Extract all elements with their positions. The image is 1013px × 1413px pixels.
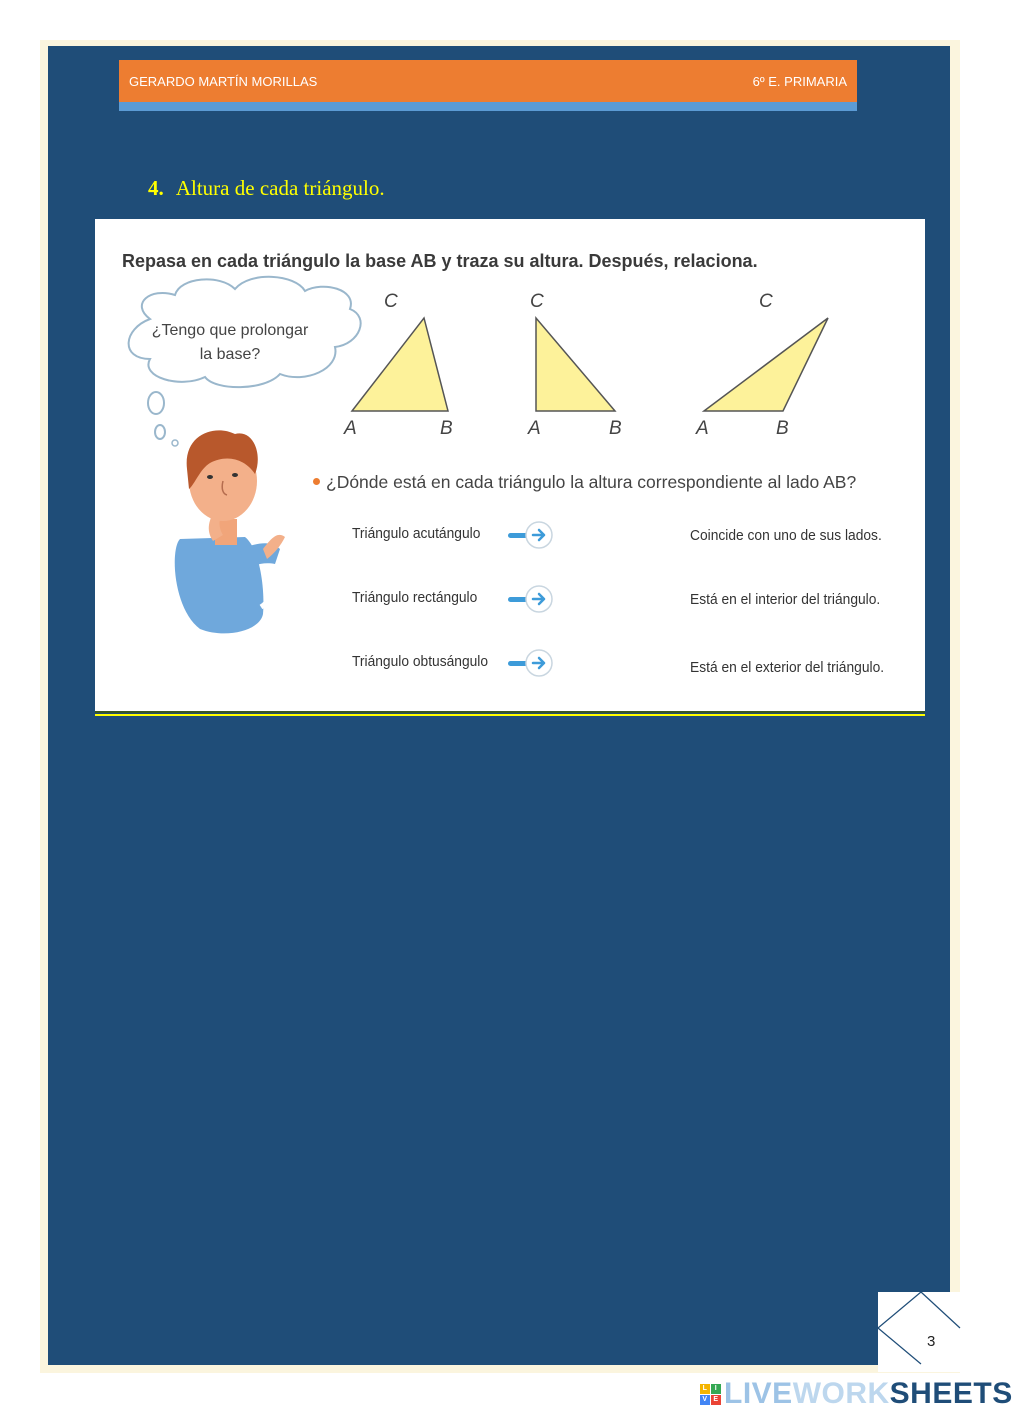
question-text: ¿Dónde está en cada triángulo la altura correspondiente al lado AB? [326,472,857,492]
exercise-number: 4. [148,176,164,200]
page-number: 3 [927,1333,936,1350]
logo-grid-cell: E [711,1395,721,1405]
liveworksheets-logo[interactable] [700,1376,1013,1412]
header-underline [119,102,857,111]
match-row-2 [95,581,925,621]
bubble-line-2: la base? [199,346,261,363]
thought-bubble-text [130,319,330,367]
arrow-connector-icon[interactable] [508,517,554,553]
match-row-1 [95,517,925,557]
label-b-1: B [440,418,453,439]
exercise-card [95,219,925,711]
logo-grid-cell: L [700,1384,710,1394]
match-right-label: Está en el exterior del triángulo. [690,659,885,676]
bubble-small-1 [148,392,164,414]
match-left-label: Triángulo obtusángulo [352,653,489,670]
triangle-obtuse [704,318,828,411]
logo-sheets: SHEETS [889,1377,1013,1410]
bullet-dot-icon [313,478,320,485]
card-bottom-rule-yellow [95,714,925,716]
label-c-1: C [384,291,398,312]
thought-bubble-illustration [95,219,925,711]
label-b-2: B [609,418,622,439]
bubble-small-3 [172,440,178,446]
logo-grid-icon [700,1384,721,1405]
label-a-2: A [528,418,541,439]
header-course: 6º E. PRIMARIA [752,73,847,89]
bubble-line-1: ¿Tengo que prolongar [151,322,309,339]
card-bottom-rule [95,711,925,713]
arrow-connector-icon[interactable] [508,645,554,681]
logo-grid-cell: I [711,1384,721,1394]
match-left-label: Triángulo acutángulo [352,525,481,542]
triangle-acute [352,318,448,411]
header-author: GERARDO MARTÍN MORILLAS [129,73,318,89]
label-b-3: B [776,418,789,439]
logo-live: LIVE [724,1377,793,1410]
question-line [313,472,856,493]
exercise-title [148,176,385,201]
page-corner-diamond-icon [878,1292,1000,1372]
page-header [119,60,857,102]
label-c-3: C [759,291,773,312]
logo-work: WORK [792,1377,890,1410]
bubble-small-2 [155,425,165,439]
page-number-corner [878,1292,1000,1372]
exercise-title-text: Altura de cada triángulo. [175,176,385,200]
label-a-1: A [344,418,357,439]
instruction-text: Repasa en cada triángulo la base AB y traza su altura. Después, relaciona. [122,251,758,271]
logo-grid-cell: V [700,1395,710,1405]
match-right-label: Está en el interior del triángulo. [690,591,881,608]
arrow-connector-icon[interactable] [508,581,554,617]
match-right-label: Coincide con uno de sus lados. [690,527,882,544]
triangle-right [536,318,615,411]
match-left-label: Triángulo rectángulo [352,589,478,606]
match-row-3 [95,645,925,685]
label-c-2: C [530,291,544,312]
label-a-3: A [696,418,709,439]
